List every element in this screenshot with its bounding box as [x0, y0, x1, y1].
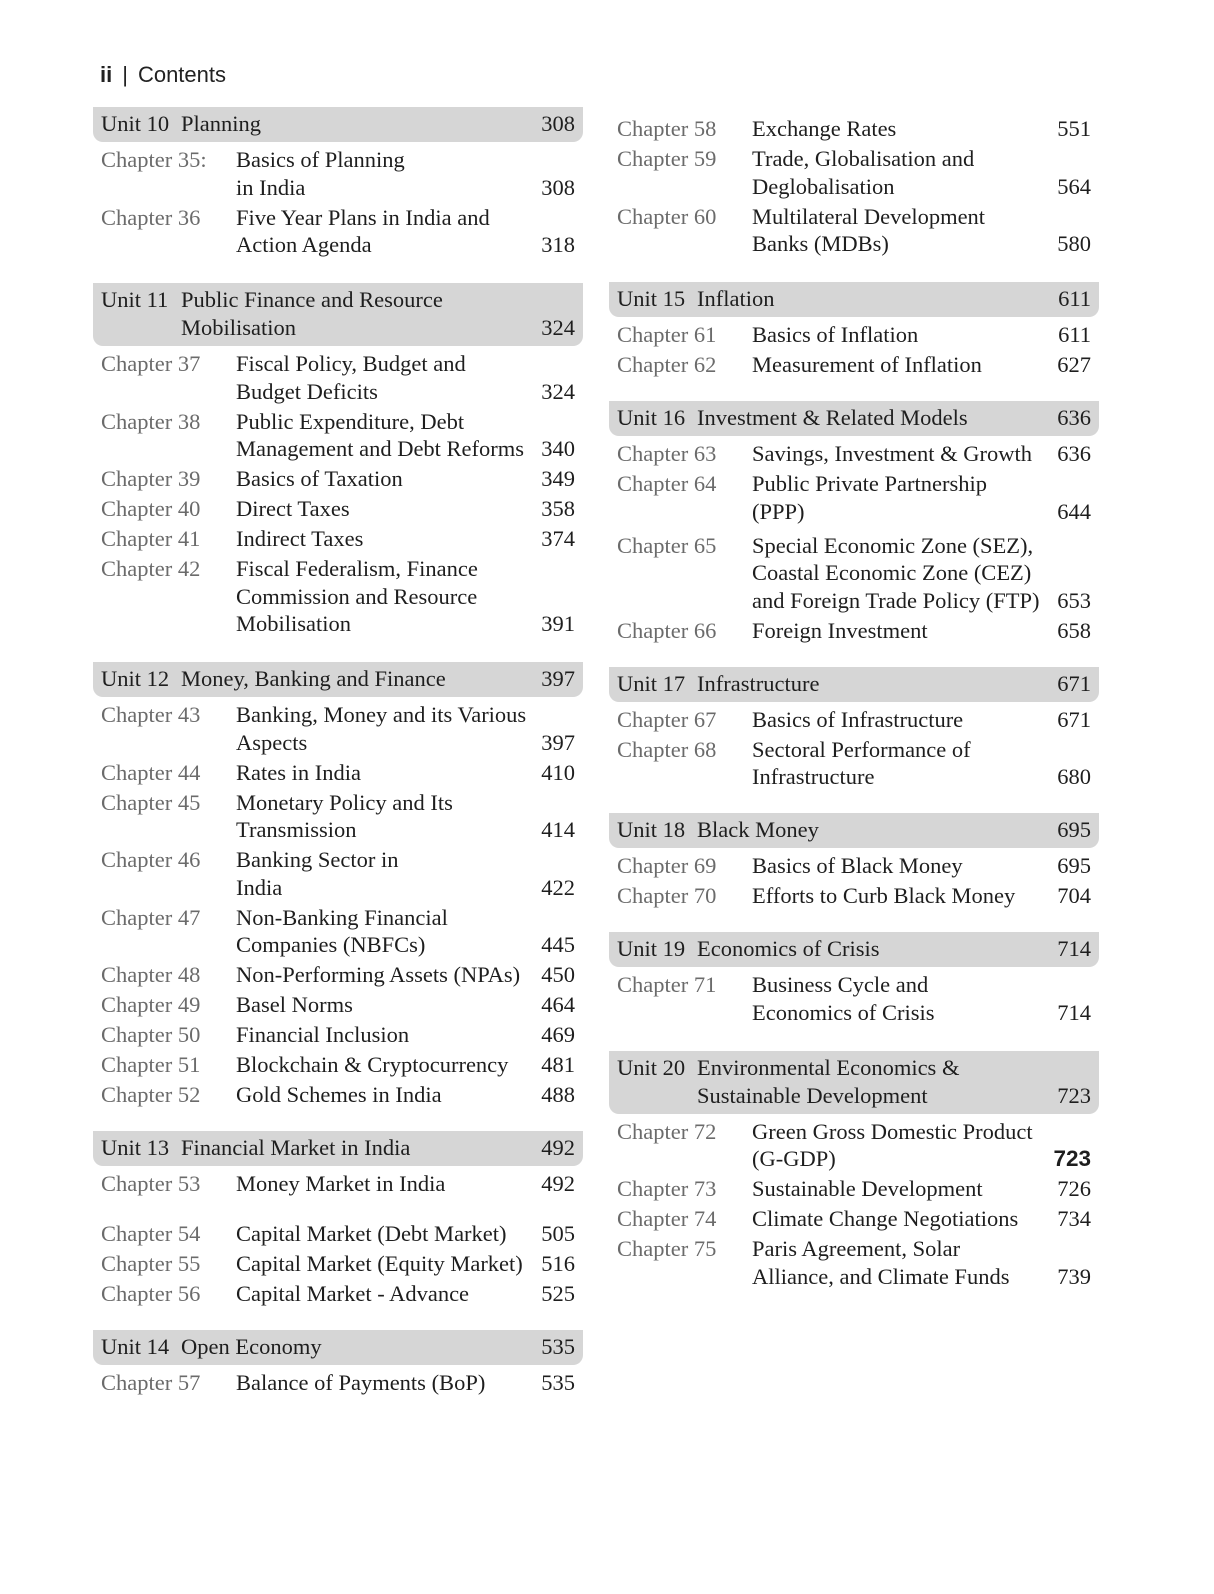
chapter-page: 469	[541, 1022, 575, 1047]
chapter-title: Basics of Inflation	[752, 322, 919, 347]
chapter-title: Sectoral Performance of Infrastructure	[752, 736, 971, 789]
chapter-entry[interactable]	[93, 146, 583, 201]
chapter-number: Chapter 42	[101, 556, 201, 581]
unit-heading[interactable]	[93, 283, 583, 346]
chapter-title: Basics of Planning in India	[236, 147, 405, 200]
unit-page: 723	[1057, 1082, 1091, 1108]
chapter-page: 525	[541, 1281, 575, 1306]
unit-heading[interactable]	[93, 107, 583, 142]
chapter-entry[interactable]	[609, 1205, 1099, 1233]
unit-page: 636	[1057, 405, 1091, 430]
chapter-entry[interactable]	[93, 555, 583, 638]
unit-title: Money, Banking and Finance	[181, 666, 446, 691]
chapter-page: 445	[541, 932, 575, 957]
chapter-number: Chapter 37	[101, 351, 201, 376]
unit-title: Environmental Economics & Sustainable Development	[697, 1054, 960, 1108]
chapter-title: Basics of Black Money	[752, 853, 963, 878]
chapter-page: 492	[541, 1171, 575, 1196]
chapter-entry[interactable]	[93, 1280, 583, 1308]
toc-right-column	[609, 107, 1099, 1293]
chapter-page: 551	[1057, 116, 1091, 141]
unit-title: Black Money	[697, 817, 819, 842]
chapter-page: 374	[541, 526, 575, 551]
chapter-number: Chapter 47	[101, 904, 201, 930]
chapter-entry[interactable]	[609, 852, 1099, 880]
chapter-title: Non-Performing Assets (NPAs)	[236, 962, 521, 987]
header-separator: |	[122, 62, 128, 87]
chapter-entry[interactable]	[93, 1220, 583, 1248]
chapter-entry[interactable]	[93, 1021, 583, 1049]
chapter-number: Chapter 49	[101, 992, 201, 1017]
chapter-title: Fiscal Federalism, Finance Commission and Resource Mobilisation	[236, 556, 478, 636]
unit-title: Public Finance and Resource Mobilisation	[181, 287, 443, 340]
chapter-title: Special Economic Zone (SEZ), Coastal Economic Zone (CEZ) and Foreign Trade Policy (FTP)	[752, 532, 1040, 613]
chapter-entry[interactable]	[609, 470, 1099, 525]
chapter-entry[interactable]	[93, 525, 583, 553]
chapter-title: Green Gross Domestic Product (G-GDP)	[752, 1118, 1033, 1171]
chapter-entry[interactable]	[609, 440, 1099, 468]
chapter-title: Financial Inclusion	[236, 1022, 410, 1047]
chapter-page: 422	[541, 874, 575, 900]
chapter-title: Foreign Investment	[752, 617, 928, 643]
chapter-title: Direct Taxes	[236, 496, 350, 521]
chapter-number: Chapter 43	[101, 702, 201, 727]
chapter-page: 349	[541, 466, 575, 491]
chapter-page: 739	[1057, 1263, 1091, 1289]
chapter-entry[interactable]	[609, 971, 1099, 1026]
chapter-page: 414	[541, 817, 575, 842]
chapter-entry[interactable]	[609, 617, 1099, 645]
page-header	[100, 60, 226, 90]
chapter-number: Chapter 50	[101, 1022, 201, 1047]
chapter-number: Chapter 74	[617, 1206, 717, 1231]
chapter-title: Capital Market (Equity Market)	[236, 1251, 523, 1276]
chapter-number: Chapter 39	[101, 466, 201, 491]
chapter-number: Chapter 62	[617, 352, 717, 377]
chapter-page: 704	[1057, 883, 1091, 908]
chapter-entry[interactable]	[93, 1369, 583, 1397]
chapter-entry[interactable]	[93, 759, 583, 787]
chapter-number: Chapter 35:	[101, 147, 207, 172]
chapter-entry[interactable]	[609, 1235, 1099, 1290]
chapter-page: 481	[541, 1052, 575, 1077]
chapter-entry[interactable]	[93, 701, 583, 756]
unit-label: Unit 11	[101, 287, 169, 312]
unit-page: 714	[1057, 936, 1091, 961]
chapter-number: Chapter 36	[101, 204, 201, 230]
chapter-entry[interactable]	[93, 1170, 583, 1198]
chapter-title: Fiscal Policy, Budget and Budget Deficits	[236, 351, 466, 404]
chapter-page: 488	[541, 1082, 575, 1107]
chapter-number: Chapter 46	[101, 847, 201, 872]
chapter-page: 535	[541, 1370, 575, 1395]
unit-heading[interactable]	[609, 932, 1099, 967]
chapter-number: Chapter 53	[101, 1171, 201, 1196]
unit-title: Inflation	[697, 286, 775, 311]
chapter-title: Banking Sector in India	[236, 847, 399, 900]
chapter-number: Chapter 65	[617, 532, 717, 558]
chapter-title: Public Expenditure, Debt Management and Debt Reforms	[236, 408, 525, 461]
page-number: ii	[100, 62, 113, 87]
chapter-entry[interactable]	[93, 495, 583, 523]
chapter-entry[interactable]	[609, 736, 1099, 791]
unit-label: Unit 18	[617, 817, 686, 842]
chapter-number: Chapter 68	[617, 736, 717, 762]
chapter-page: 564	[1057, 173, 1091, 199]
chapter-entry[interactable]	[609, 706, 1099, 734]
chapter-entry[interactable]	[93, 1051, 583, 1079]
unit-page: 492	[541, 1135, 575, 1160]
chapter-page: 516	[541, 1251, 575, 1276]
unit-title: Infrastructure	[697, 670, 820, 696]
chapter-number: Chapter 48	[101, 962, 201, 987]
chapter-number: Chapter 71	[617, 972, 717, 997]
unit-heading[interactable]	[609, 813, 1099, 848]
chapter-page: 627	[1057, 352, 1091, 377]
chapter-page: 505	[541, 1221, 575, 1246]
chapter-title: Indirect Taxes	[236, 526, 364, 551]
chapter-page: 397	[541, 729, 575, 755]
chapter-entry[interactable]	[93, 350, 583, 405]
chapter-number: Chapter 40	[101, 496, 201, 521]
unit-heading[interactable]	[609, 282, 1099, 317]
unit-heading[interactable]	[609, 1051, 1099, 1114]
unit-heading[interactable]	[609, 667, 1099, 702]
unit-label: Unit 10	[101, 111, 170, 136]
chapter-page: 671	[1057, 706, 1091, 732]
chapter-page: 695	[1057, 853, 1091, 878]
chapter-title: Climate Change Negotiations	[752, 1206, 1019, 1231]
unit-heading[interactable]	[93, 1131, 583, 1166]
chapter-page: 653	[1057, 587, 1091, 613]
chapter-number: Chapter 64	[617, 471, 717, 496]
chapter-page: 658	[1057, 617, 1091, 643]
chapter-number: Chapter 57	[101, 1370, 201, 1395]
unit-label: Unit 13	[101, 1135, 170, 1160]
unit-label: Unit 14	[101, 1334, 170, 1359]
chapter-number: Chapter 41	[101, 526, 201, 551]
chapter-entry[interactable]	[609, 203, 1099, 258]
chapter-title: Measurement of Inflation	[752, 352, 982, 377]
chapter-page: 714	[1057, 999, 1091, 1025]
unit-title: Open Economy	[181, 1334, 322, 1359]
chapter-title: Basel Norms	[236, 992, 353, 1017]
unit-title: Economics of Crisis	[697, 936, 880, 961]
unit-heading[interactable]	[93, 1330, 583, 1365]
chapter-title: Money Market in India	[236, 1171, 446, 1196]
chapter-title: Efforts to Curb Black Money	[752, 883, 1016, 908]
chapter-page: 464	[541, 992, 575, 1017]
unit-title: Financial Market in India	[181, 1135, 411, 1160]
chapter-page: 391	[541, 611, 575, 636]
chapter-number: Chapter 63	[617, 441, 717, 466]
chapter-number: Chapter 60	[617, 203, 717, 229]
chapter-entry[interactable]	[93, 1250, 583, 1278]
chapter-title: Business Cycle and Economics of Crisis	[752, 972, 935, 1025]
chapter-page: 324	[541, 378, 575, 404]
unit-label: Unit 15	[617, 286, 686, 311]
chapter-page: 723	[1053, 1146, 1091, 1171]
chapter-page: 450	[541, 962, 575, 987]
chapter-entry[interactable]	[93, 1081, 583, 1109]
chapter-title: Savings, Investment & Growth	[752, 441, 1032, 466]
unit-label: Unit 19	[617, 936, 686, 961]
unit-page: 535	[541, 1334, 575, 1359]
chapter-number: Chapter 61	[617, 322, 717, 347]
chapter-entry[interactable]	[93, 408, 583, 463]
chapter-number: Chapter 58	[617, 116, 717, 141]
chapter-title: Capital Market - Advance	[236, 1281, 470, 1306]
chapter-number: Chapter 75	[617, 1236, 717, 1261]
chapter-entry[interactable]	[609, 882, 1099, 910]
chapter-entry[interactable]	[93, 991, 583, 1019]
chapter-entry[interactable]	[609, 1118, 1099, 1173]
chapter-entry[interactable]	[93, 961, 583, 989]
chapter-title: Paris Agreement, Solar Alliance, and Climate Funds	[752, 1236, 1010, 1289]
chapter-page: 726	[1057, 1176, 1091, 1201]
chapter-number: Chapter 38	[101, 408, 201, 434]
chapter-number: Chapter 73	[617, 1176, 717, 1201]
chapter-entry[interactable]	[93, 904, 583, 959]
chapter-entry[interactable]	[609, 532, 1099, 615]
unit-page: 308	[541, 111, 575, 136]
chapter-title: Balance of Payments (BoP)	[236, 1370, 486, 1395]
chapter-entry[interactable]	[93, 789, 583, 844]
chapter-title: Trade, Globalisation and Deglobalisation	[752, 146, 975, 199]
chapter-page: 680	[1057, 764, 1091, 789]
unit-page: 695	[1057, 817, 1091, 842]
chapter-number: Chapter 66	[617, 617, 717, 643]
chapter-title: Blockchain & Cryptocurrency	[236, 1052, 509, 1077]
chapter-page: 358	[541, 496, 575, 521]
chapter-title: Public Private Partnership (PPP)	[752, 471, 987, 524]
chapter-page: 734	[1057, 1206, 1091, 1231]
chapter-title: Basics of Taxation	[236, 466, 403, 491]
chapter-page: 644	[1057, 498, 1091, 524]
chapter-page: 410	[541, 759, 575, 785]
chapter-number: Chapter 70	[617, 883, 717, 908]
chapter-title: Monetary Policy and Its Transmission	[236, 789, 453, 842]
chapter-title: Multilateral Development Banks (MDBs)	[752, 203, 986, 256]
chapter-number: Chapter 54	[101, 1221, 201, 1246]
chapter-entry[interactable]	[609, 351, 1099, 379]
chapter-number: Chapter 56	[101, 1281, 201, 1306]
chapter-number: Chapter 67	[617, 706, 717, 732]
chapter-number: Chapter 52	[101, 1082, 201, 1107]
chapter-entry[interactable]	[93, 465, 583, 493]
chapter-entry[interactable]	[93, 846, 583, 901]
chapter-title: Gold Schemes in India	[236, 1082, 442, 1107]
toc-left-column	[93, 107, 583, 1399]
chapter-title: Rates in India	[236, 759, 361, 785]
chapter-number: Chapter 51	[101, 1052, 201, 1077]
chapter-page: 611	[1058, 322, 1091, 347]
unit-label: Unit 12	[101, 666, 170, 691]
chapter-entry[interactable]	[609, 115, 1099, 143]
chapter-entry[interactable]	[93, 204, 583, 259]
chapter-page: 636	[1057, 441, 1091, 466]
chapter-entry[interactable]	[609, 145, 1099, 200]
chapter-title: Banking, Money and its Various Aspects	[236, 702, 527, 755]
chapter-title: Basics of Infrastructure	[752, 706, 964, 732]
chapter-page: 318	[541, 232, 575, 257]
chapter-page: 308	[541, 174, 575, 200]
chapter-number: Chapter 72	[617, 1118, 717, 1144]
unit-label: Unit 16	[617, 405, 686, 430]
chapter-number: Chapter 55	[101, 1251, 201, 1276]
chapter-page: 340	[541, 436, 575, 461]
unit-page: 324	[541, 315, 575, 340]
unit-page: 671	[1057, 670, 1091, 696]
chapter-entry[interactable]	[609, 321, 1099, 349]
chapter-title: Non-Banking Financial Companies (NBFCs)	[236, 904, 448, 957]
unit-label: Unit 17	[617, 670, 686, 696]
chapter-number: Chapter 45	[101, 789, 201, 815]
chapter-title: Exchange Rates	[752, 116, 897, 141]
chapter-title: Five Year Plans in India and Action Agenda	[236, 204, 490, 257]
chapter-number: Chapter 59	[617, 146, 717, 171]
chapter-title: Sustainable Development	[752, 1176, 983, 1201]
unit-title: Planning	[181, 111, 262, 136]
unit-heading[interactable]	[609, 401, 1099, 436]
chapter-page: 580	[1057, 231, 1091, 256]
unit-label: Unit 20	[617, 1054, 686, 1080]
unit-page: 611	[1058, 286, 1091, 311]
page-title: Contents	[137, 62, 227, 87]
unit-page: 397	[541, 666, 575, 691]
chapter-title: Capital Market (Debt Market)	[236, 1221, 507, 1246]
chapter-number: Chapter 44	[101, 759, 201, 785]
chapter-entry[interactable]	[609, 1175, 1099, 1203]
chapter-number: Chapter 69	[617, 853, 717, 878]
unit-heading[interactable]	[93, 662, 583, 697]
unit-title: Investment & Related Models	[697, 405, 968, 430]
